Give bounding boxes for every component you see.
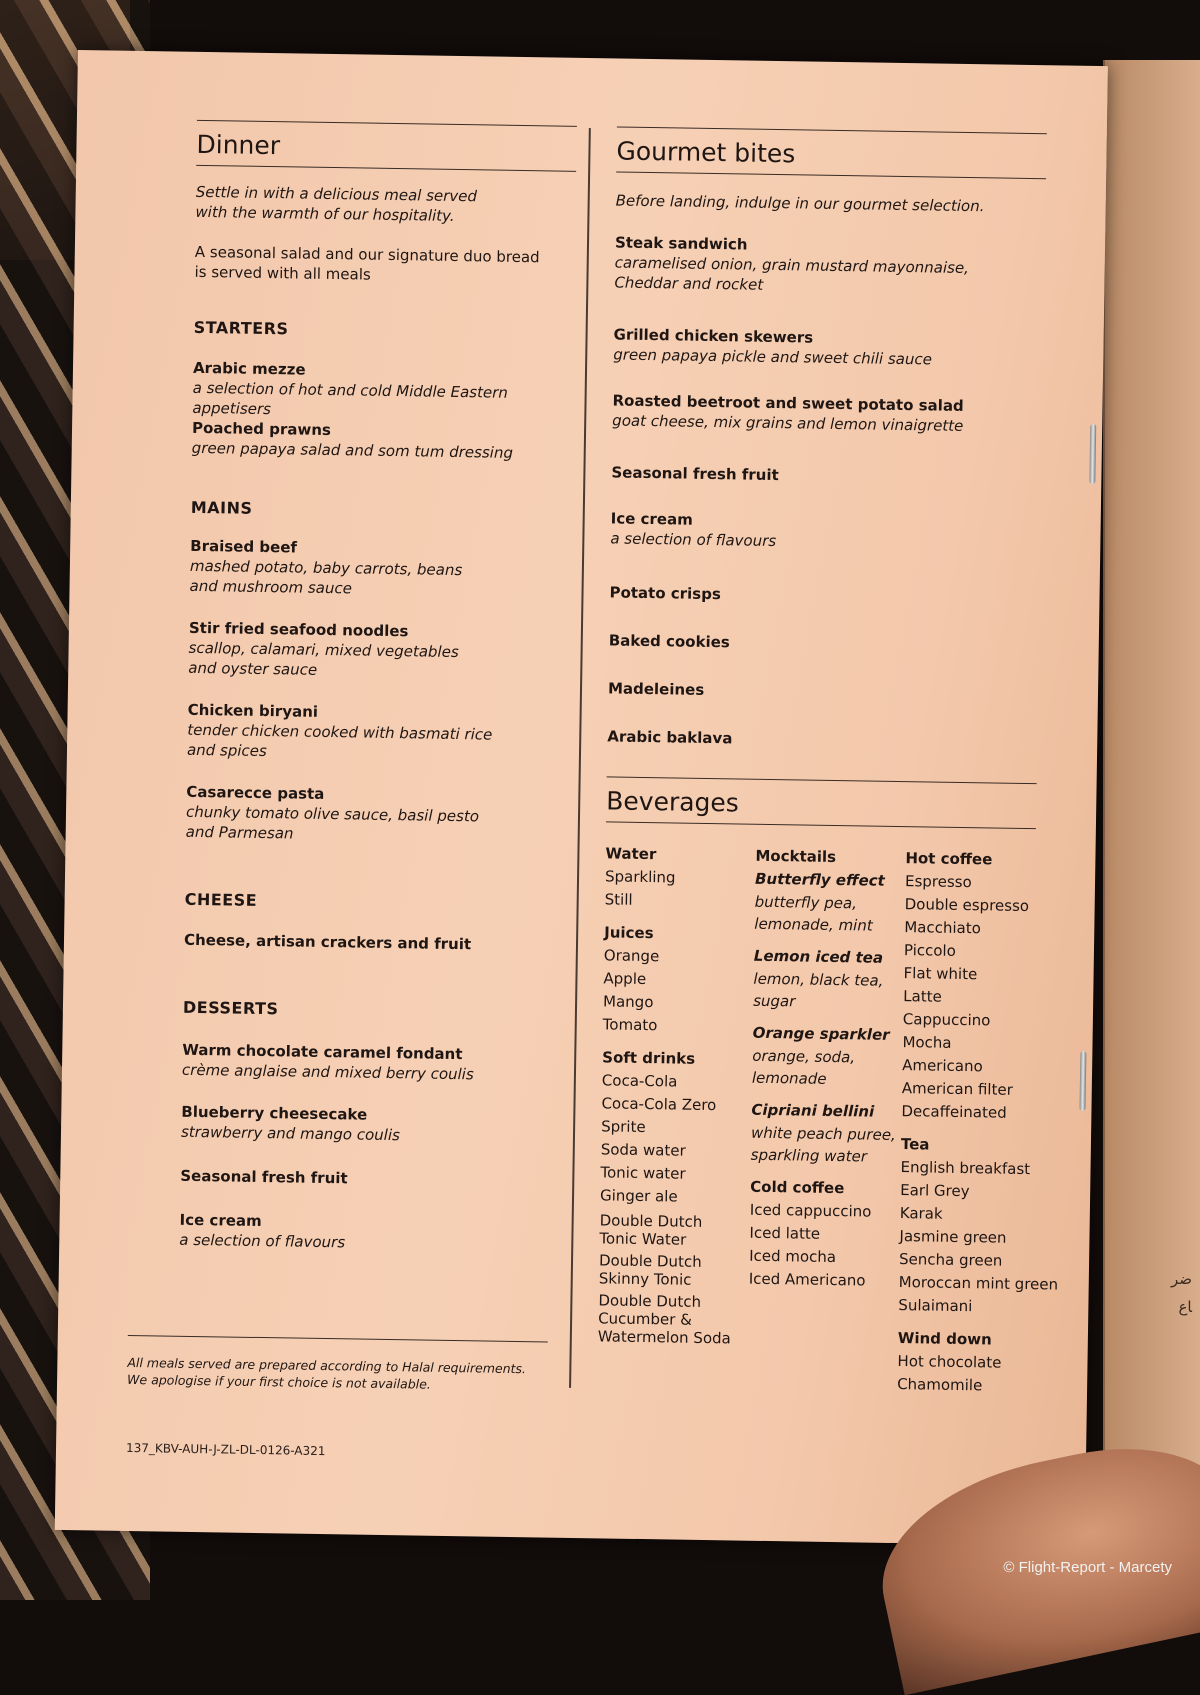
beverage-item: Piccolo <box>903 941 957 960</box>
beverage-item: Double Dutch Skinny Tonic <box>598 1251 702 1289</box>
juices-heading: Juices <box>604 923 654 943</box>
beverages-column-1 <box>598 842 756 1351</box>
beverage-item: Coca-Cola Zero <box>601 1094 717 1115</box>
beverage-item: Sulaimani <box>898 1296 973 1316</box>
beverage-item: Hot chocolate <box>897 1352 1002 1372</box>
column-divider <box>569 128 591 1388</box>
tea-heading: Tea <box>900 1135 930 1154</box>
dish-name: Seasonal fresh fruit <box>611 463 779 485</box>
dish-description: strawberry and mango coulis <box>180 1122 401 1145</box>
dish-name: Arabic mezze <box>192 358 306 379</box>
dish-name: Stir fried seafood noodles <box>188 618 409 641</box>
dish-name: Braised beef <box>190 536 298 557</box>
title-rule <box>197 120 577 127</box>
dinner-intro: Settle in with a delicious meal served with the warmth of our hospitality. <box>195 182 478 225</box>
beverage-item: Double Dutch Tonic Water <box>599 1211 703 1249</box>
menu-page <box>55 50 1108 1546</box>
menu-item <box>192 418 514 463</box>
dinner-column <box>179 52 578 1252</box>
drink-description: orange, soda, lemonade <box>751 1046 856 1088</box>
dish-name: Ice cream <box>179 1210 262 1231</box>
drink-description: butterfly pea, lemonade, mint <box>754 892 873 935</box>
menu-item <box>184 930 471 955</box>
menu-code: 137_KBV-AUH-J-ZL-DL-0126-A321 <box>125 1440 326 1459</box>
dish-name: Blueberry cheesecake <box>181 1102 368 1124</box>
dish-name: Potato crisps <box>609 583 722 604</box>
dish-name: Arabic baklava <box>607 727 733 748</box>
gourmet-title: Gourmet bites <box>616 136 1047 179</box>
dish-description: green papaya salad and som tum dressing <box>191 438 514 462</box>
beverage-item: Sparkling <box>604 867 676 887</box>
soft-drinks-heading: Soft drinks <box>602 1048 696 1068</box>
beverage-item: Iced Americano <box>748 1269 866 1290</box>
title-rule <box>607 776 1037 784</box>
menu-item <box>612 390 964 436</box>
beverage-item: Iced mocha <box>749 1246 837 1267</box>
dish-name: Chicken biryani <box>187 700 319 721</box>
menu-item <box>192 358 573 424</box>
menu-item <box>181 1102 401 1145</box>
cheese-heading: CHEESE <box>184 889 258 910</box>
beverage-item: Orange <box>603 946 660 966</box>
beverage-item: Decaffeinated <box>901 1102 1007 1122</box>
beverage-item: English breakfast <box>900 1158 1031 1179</box>
beverage-item: Double Dutch Cucumber & Watermelon Soda <box>597 1291 731 1348</box>
beverages-column-2 <box>749 845 906 1293</box>
dinner-note: A seasonal salad and our signature duo bread is served with all meals <box>194 242 540 284</box>
beverage-item: Macchiato <box>904 918 982 938</box>
beverage-item: Sencha green <box>898 1250 1003 1270</box>
dish-name: Baked cookies <box>608 631 730 652</box>
drink-description: white peach puree, sparkling water <box>750 1123 896 1166</box>
dish-name: Casarecce pasta <box>186 782 325 803</box>
beverage-item: Karak <box>899 1204 943 1223</box>
dish-name: Cheese, artisan crackers and fruit <box>183 930 472 954</box>
menu-item <box>613 324 932 369</box>
beverage-item: Iced latte <box>749 1223 821 1243</box>
dish-description: goat cheese, mix grains and lemon vinaigrette <box>612 411 964 435</box>
beverage-item: Soda water <box>600 1140 686 1160</box>
dish-name: Steak sandwich <box>614 233 748 254</box>
beverage-item: Cappuccino <box>902 1010 991 1030</box>
mocktails-heading: Mocktails <box>755 846 837 867</box>
beverage-item: Earl Grey <box>900 1181 970 1201</box>
drink-name: Lemon iced tea <box>753 946 884 967</box>
hot-coffee-heading: Hot coffee <box>905 849 993 869</box>
beverages-title: Beverages <box>606 786 1037 829</box>
beverage-item: Latte <box>903 987 942 1006</box>
menu-item <box>188 618 459 682</box>
beverage-item: Still <box>604 890 633 909</box>
cold-coffee-heading: Cold coffee <box>750 1177 845 1198</box>
beverage-item: Jasmine green <box>899 1227 1007 1247</box>
beverage-item: Tonic water <box>600 1163 686 1183</box>
menu-item <box>609 630 730 652</box>
drink-name: Cipriani bellini <box>751 1100 875 1121</box>
menu-item <box>179 1210 345 1253</box>
dish-description: chunky tomato olive sauce, basil pesto and Parmesan <box>185 802 480 843</box>
dish-description: a selection of flavours <box>610 529 777 551</box>
beverage-item: Tomato <box>602 1015 658 1035</box>
title-rule <box>617 126 1047 134</box>
beverage-item: Moroccan mint green <box>898 1273 1059 1294</box>
beverage-item: Espresso <box>904 872 972 892</box>
beverage-item: Iced cappuccino <box>749 1200 872 1221</box>
dish-name: Grilled chicken skewers <box>613 325 814 347</box>
beverage-item: American filter <box>901 1079 1013 1099</box>
dish-description: scallop, calamari, mixed vegetables and oyster sauce <box>188 638 459 679</box>
dish-description: a selection of flavours <box>179 1230 346 1252</box>
dish-description: caramelised onion, grain mustard mayonnaise, Cheddar and rocket <box>614 253 970 294</box>
menu-item <box>607 726 732 748</box>
menu-item <box>189 536 462 600</box>
dish-name: Poached prawns <box>191 418 332 440</box>
beverage-item: Coca-Cola <box>601 1071 678 1091</box>
beverage-item: Mango <box>602 992 654 1012</box>
menu-item <box>186 782 480 847</box>
photo-watermark: © Flight-Report - Marcety <box>1003 1559 1172 1576</box>
arabic-text-fragment: ﺎﻉ <box>1178 1298 1192 1316</box>
dish-name: Warm chocolate caramel fondant <box>182 1040 463 1064</box>
menu-item <box>614 232 969 298</box>
menu-item <box>610 508 776 551</box>
dish-description: tender chicken cooked with basmati rice and spices <box>186 720 493 761</box>
beverage-item: Flat white <box>903 964 978 984</box>
halal-footnote: All meals served are prepared according to Halal requirements. We apologise if your first choice is not available. <box>127 1335 548 1395</box>
menu-item <box>180 1166 348 1189</box>
mains-heading: MAINS <box>190 497 253 518</box>
beverage-item: Apple <box>603 969 647 989</box>
water-heading: Water <box>605 844 657 864</box>
drink-name: Orange sparkler <box>752 1023 890 1044</box>
staple <box>1089 424 1096 484</box>
beverage-item: Sprite <box>601 1117 646 1137</box>
menu-item <box>611 462 779 485</box>
menu-item <box>187 700 493 765</box>
dish-name: Madeleines <box>607 679 705 699</box>
beverage-item: Double espresso <box>904 895 1030 916</box>
beverages-column-3 <box>897 847 1066 1398</box>
drink-name: Butterfly effect <box>754 869 885 890</box>
beverage-item: Americano <box>902 1056 983 1076</box>
drink-description: lemon, black tea, sugar <box>753 969 884 1011</box>
starters-heading: STARTERS <box>193 317 289 339</box>
menu-item <box>608 678 705 700</box>
wind-down-heading: Wind down <box>897 1329 992 1349</box>
beverage-item: Ginger ale <box>599 1186 678 1206</box>
dish-description: crème anglaise and mixed berry coulis <box>181 1060 474 1084</box>
dish-description: mashed potato, baby carrots, beans and mushroom sauce <box>189 556 463 598</box>
menu-item <box>609 582 721 604</box>
gourmet-intro: Before landing, indulge in our gourmet selection. <box>615 191 985 216</box>
dish-name: Roasted beetroot and sweet potato salad <box>612 391 964 415</box>
staple <box>1079 1051 1086 1111</box>
dish-name: Seasonal fresh fruit <box>180 1166 348 1188</box>
dish-description: a selection of hot and cold Middle Eastern appetisers <box>192 378 508 419</box>
beverage-item: Mocha <box>902 1033 952 1052</box>
menu-item <box>182 1040 474 1085</box>
arabic-text-fragment: ﺿﺮ <box>1170 1270 1192 1288</box>
next-page-edge <box>1103 60 1200 1510</box>
gourmet-column <box>597 58 1059 1395</box>
dish-description: green papaya pickle and sweet chili sauce <box>613 345 933 369</box>
beverage-item: Chamomile <box>897 1375 983 1395</box>
dinner-title: Dinner <box>196 130 577 172</box>
desserts-heading: DESSERTS <box>182 997 279 1019</box>
dish-name: Ice cream <box>610 509 693 529</box>
